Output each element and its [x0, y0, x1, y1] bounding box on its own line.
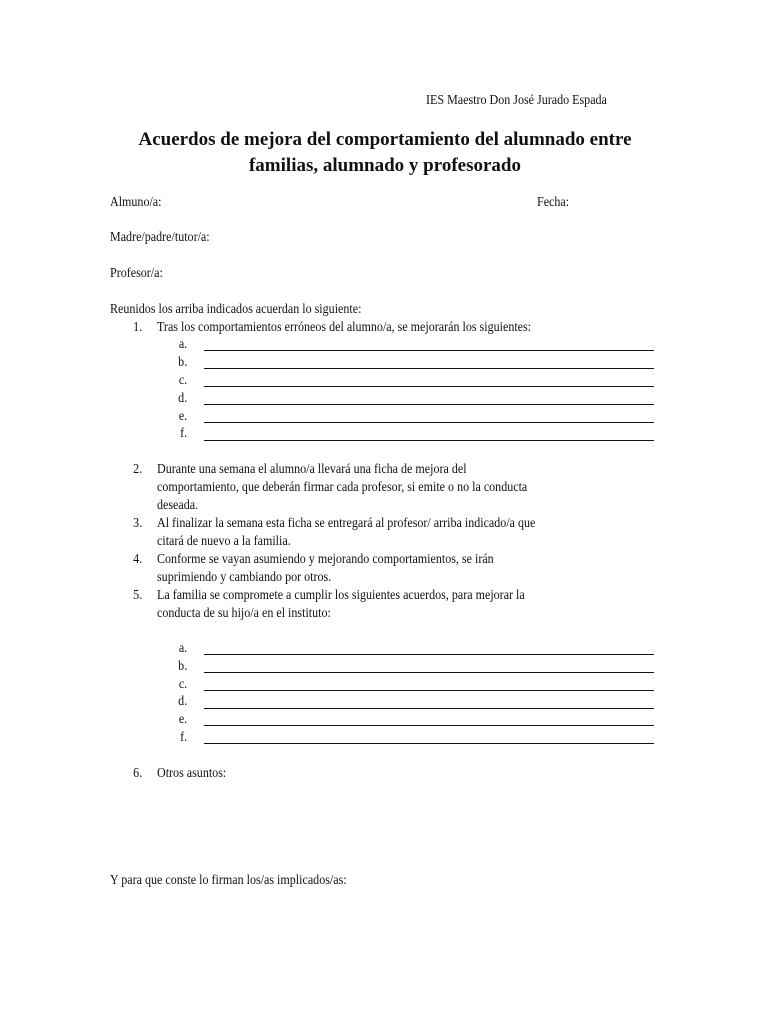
blank-line[interactable]	[204, 654, 654, 655]
blank-line[interactable]	[204, 725, 654, 726]
closing-text: Y para que conste lo firman los/as implicados/as:	[110, 873, 347, 888]
item-text-line: deseada.	[157, 498, 199, 513]
list-letter: f.	[180, 426, 188, 441]
fecha-label: Fecha:	[537, 195, 570, 210]
list-letter: d.	[178, 694, 188, 709]
item-number: 3.	[133, 516, 143, 531]
item-number: 5.	[133, 588, 143, 603]
item-text-line: Otros asuntos:	[157, 766, 227, 781]
blank-line[interactable]	[204, 708, 654, 709]
item-number: 2.	[133, 462, 143, 477]
item-text-line: suprimiendo y cambiando por otros.	[157, 570, 332, 585]
list-letter: c.	[178, 373, 188, 388]
list-letter: b.	[178, 355, 188, 370]
blank-line[interactable]	[204, 350, 654, 351]
list-letter: e.	[178, 712, 188, 727]
list-letter: c.	[178, 677, 188, 692]
item-number: 4.	[133, 552, 143, 567]
blank-line[interactable]	[204, 743, 654, 744]
blank-line[interactable]	[204, 404, 654, 405]
document-title	[60, 127, 710, 179]
alumno-label: Almuno/a:	[110, 195, 162, 210]
item-text-line: conducta de su hijo/a en el instituto:	[157, 606, 331, 621]
title-line-2: familias, alumnado y profesorado	[248, 155, 521, 176]
item-text-line: citará de nuevo a la familia.	[157, 534, 291, 549]
list-letter: a.	[178, 641, 188, 656]
intro-text: Reunidos los arriba indicados acuerdan lo siguiente:	[110, 302, 362, 317]
item-text-line: Al finalizar la semana esta ficha se entregará al profesor/ arriba indicado/a que	[157, 516, 536, 531]
profesor-label: Profesor/a:	[110, 266, 163, 281]
item-text-line: comportamiento, que deberán firmar cada profesor, si emite o no la conducta	[157, 480, 528, 495]
title-line-1: Acuerdos de mejora del comportamiento del alumnado entre	[138, 129, 632, 150]
madre-padre-tutor-label: Madre/padre/tutor/a:	[110, 230, 210, 245]
blank-line[interactable]	[204, 422, 654, 423]
blank-line[interactable]	[204, 440, 654, 441]
list-letter: e.	[178, 409, 188, 424]
item-text-line: Tras los comportamientos erróneos del alumno/a, se mejorarán los siguientes:	[157, 320, 532, 335]
blank-line[interactable]	[204, 672, 654, 673]
blank-line[interactable]	[204, 690, 654, 691]
item-text-line: La familia se compromete a cumplir los siguientes acuerdos, para mejorar la	[157, 588, 525, 603]
item-number: 1.	[133, 320, 143, 335]
list-letter: d.	[178, 391, 188, 406]
school-name: IES Maestro Don José Jurado Espada	[426, 93, 607, 108]
list-letter: b.	[178, 659, 188, 674]
item-text-line: Durante una semana el alumno/a llevará una ficha de mejora del	[157, 462, 467, 477]
item-text-line: Conforme se vayan asumiendo y mejorando comportamientos, se irán	[157, 552, 494, 567]
list-letter: a.	[178, 337, 188, 352]
list-letter: f.	[180, 730, 188, 745]
item-number: 6.	[133, 766, 143, 781]
blank-line[interactable]	[204, 368, 654, 369]
blank-line[interactable]	[204, 386, 654, 387]
